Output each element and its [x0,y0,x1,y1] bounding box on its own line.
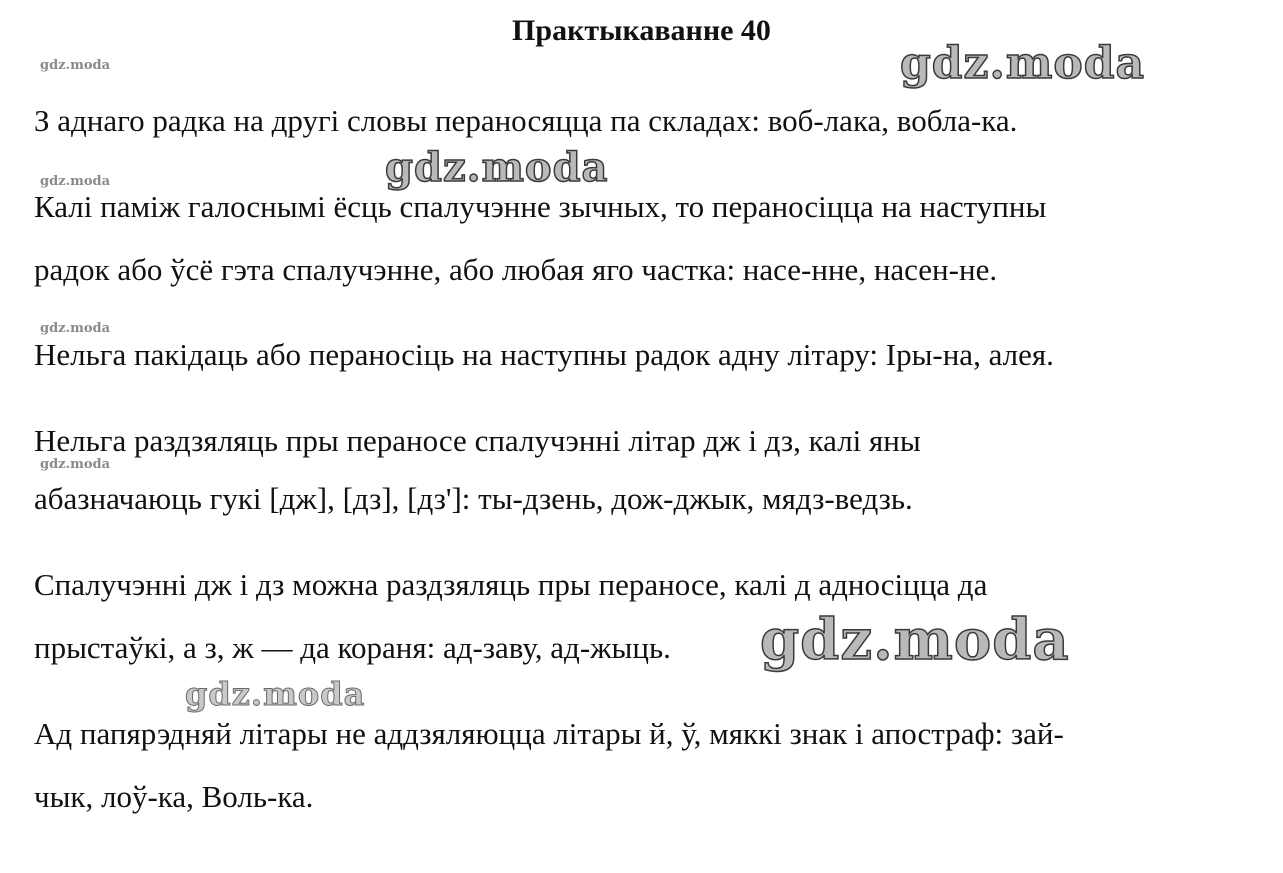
text-line: З аднаго радка на другі словы пераносяцца па складах: воб-лака, вобла-ка. [34,103,1018,138]
watermark-small: gdz.moda [40,457,111,472]
text-line: прыстаўкі, а з, ж — да кораня: ад-заву, ад-жыць. [34,630,671,665]
watermark-small: gdz.moda [40,58,111,73]
text-line: Спалучэнні дж і дз можна раздзяляць пры пераносе, калі д адносіцца да [34,567,988,602]
watermark-large: gdz.moda [900,38,1146,89]
watermark-large: gdz.moda [385,144,609,191]
watermark-small: gdz.moda [40,174,111,189]
text-line: Ад папярэдняй літары не аддзяляюцца літары й, ў, мяккі знак і апостраф: зай- [34,716,1064,751]
text-line: радок або ўсё гэта спалучэнне, або любая яго частка: насе-нне, насен-не. [34,252,998,287]
text-line: абазначаюць гукі [дж], [дз], [дз']: ты-дзень, дож-джык, мядз-ведзь. [34,481,913,516]
text-line: чык, лоў-ка, Воль-ка. [34,779,314,814]
watermark-large: gdz.moda [760,607,1070,673]
page-title: Практыкаванне 40 [512,14,771,47]
text-line: Нельга пакідаць або пераносіць на наступны радок адну літару: Іры-на, алея. [34,337,1054,372]
watermark-small: gdz.moda [40,321,111,336]
text-line: Калі паміж галоснымі ёсць спалучэнне зычных, то пераносіцца на наступны [34,189,1047,224]
text-line: Нельга раздзяляць пры пераносе спалучэнні літар дж і дз, калі яны [34,423,921,458]
watermark-large: gdz.moda [185,675,366,713]
